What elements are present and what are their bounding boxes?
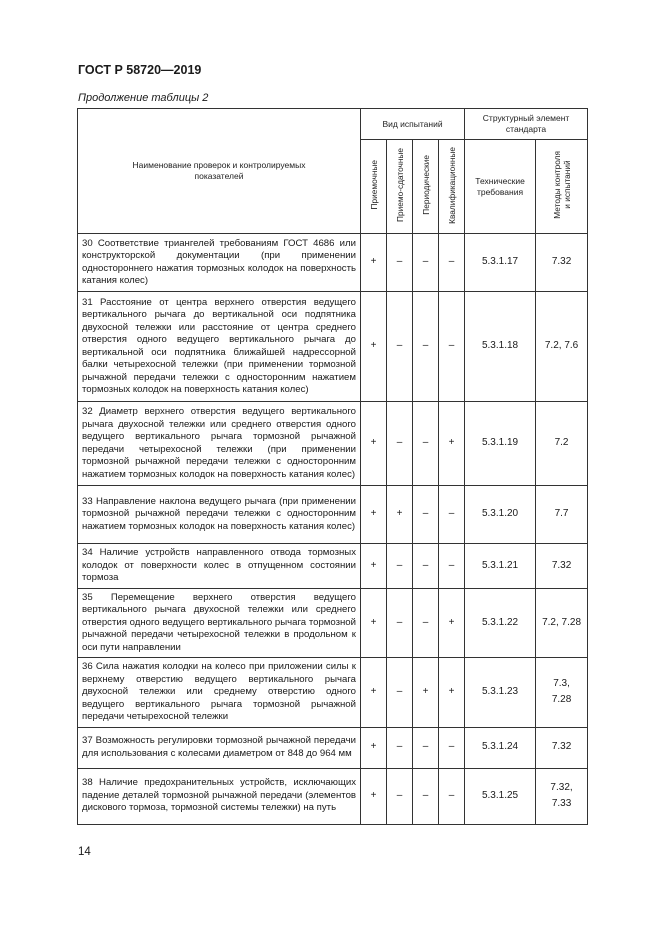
test-mark: + [413,658,439,728]
method-ref-line: 7.7 [554,508,569,520]
test-mark: – [439,292,465,402]
test-mark: – [413,768,439,824]
method-ref [536,768,588,824]
table-row [78,768,588,824]
table-row [78,544,588,589]
method-ref-line: 7.2, 7.28 [542,616,581,628]
test-mark: – [439,544,465,589]
test-mark: – [413,588,439,658]
test-mark: – [387,588,413,658]
table-row [78,727,588,768]
method-ref-line: 7.2, 7.6 [544,340,579,352]
header-structure: Структурный элемент стандарта [465,109,588,140]
method-ref-line: 7.32 [551,741,572,753]
method-ref-line: 7.2 [554,437,569,449]
table-row [78,588,588,658]
test-mark: – [413,402,439,486]
check-name: 32 Диаметр верхнего отверстия ведущего вертикального рычага двухосной тележки или среднего отверстия одного ведущего вертикального рычага тормозной рычажной передачи четырехосной тележки (при применении тормозной рычажной передачи тележки с односторонним нажатием тормозных колодок на поверхность катания колес) [78,402,361,486]
tech-req-ref: 5.3.1.22 [465,588,536,658]
method-ref [536,588,588,658]
test-mark: – [413,292,439,402]
header-periodic: Периодические [413,140,439,234]
test-mark: – [387,234,413,292]
header-methods: Методы контроля и испытаний [536,140,588,234]
tech-req-ref: 5.3.1.23 [465,658,536,728]
header-name-col: Наименование проверок и контролируемых показателей [78,109,361,234]
test-mark: + [361,486,387,544]
document-header: ГОСТ Р 58720—2019 [78,63,202,77]
table-row [78,486,588,544]
check-name: 36 Сила нажатия колодки на колесо при приложении силы к верхнему отверстию ведущего вертикального рычага двухосной тележки или среднему отверстию одного ведущего вертикального рычага тормозной рычажной передачи четырехосной тележки [78,658,361,728]
method-ref-line: 7.32 [551,559,572,571]
test-mark: + [439,658,465,728]
test-mark: – [387,768,413,824]
test-mark: + [361,658,387,728]
test-mark: + [361,727,387,768]
method-ref [536,727,588,768]
method-ref [536,486,588,544]
test-mark: + [361,292,387,402]
method-ref [536,658,588,728]
check-name: 38 Наличие предохранительных устройств, исключающих падение деталей тормозной рычажной передачи (элементов дискового тормоза, тормозной системы тележки) на путь [78,768,361,824]
tech-req-ref: 5.3.1.25 [465,768,536,824]
tech-req-ref: 5.3.1.19 [465,402,536,486]
test-mark: + [361,768,387,824]
method-ref-line: 7.33 [551,798,572,809]
method-ref-line: 7.28 [551,694,572,706]
method-ref [536,292,588,402]
header-tech-req: Технические требования [465,140,536,234]
table-row [78,234,588,292]
page-number: 14 [78,846,91,858]
table-row [78,658,588,728]
tech-req-ref: 5.3.1.20 [465,486,536,544]
test-mark: – [387,402,413,486]
test-mark: – [387,544,413,589]
test-mark: + [439,588,465,658]
test-mark: – [413,234,439,292]
method-ref-line: 7.32 [551,256,572,268]
method-ref [536,234,588,292]
method-ref [536,544,588,589]
tech-req-ref: 5.3.1.17 [465,234,536,292]
test-mark: – [387,292,413,402]
tech-req-ref: 5.3.1.21 [465,544,536,589]
test-mark: – [413,544,439,589]
table-caption: Продолжение таблицы 2 [78,92,209,104]
method-ref-line: 7.3, [553,677,570,689]
tech-req-ref: 5.3.1.24 [465,727,536,768]
test-mark: + [361,544,387,589]
check-name: 30 Соответствие триангелей требованиям ГОСТ 4686 или конструкторской документации (при применении одностороннего нажатия тормозных колодок на поверхность катания колес) [78,234,361,292]
header-test-types: Вид испытаний [361,109,465,140]
test-mark: – [439,234,465,292]
test-mark: + [361,234,387,292]
inspection-table [77,108,588,825]
check-name: 34 Наличие устройств направленного отвода тормозных колодок от поверхности колес в отпущенном состоянии тормоза [78,544,361,589]
check-name: 35 Перемещение верхнего отверстия ведущего вертикального рычага двухосной тележки или среднего отверстия одного ведущего вертикального рычага тормозной рычажной передачи четырехосной тележки в продольном к оси пути направлении [78,588,361,658]
test-mark: – [439,486,465,544]
test-mark: + [439,402,465,486]
method-ref [536,402,588,486]
test-mark: – [387,658,413,728]
table-row [78,402,588,486]
check-name: 31 Расстояние от центра верхнего отверстия ведущего вертикального рычага до вертикальной оси подпятника двухосной тележки или расстояние от центра среднего отверстия одного ведущего вертикального рычага до вертикальной оси подпятника ближайшей надрессорной балки четырехосной тележки (при применении тормозной рычажной передачи тележки с односторонним нажатием тормозных колодок на поверхность катания колес) [78,292,361,402]
header-acceptance-delivery: Приемо-сдаточные [387,140,413,234]
header-acceptance: Приемочные [361,140,387,234]
test-mark: – [413,727,439,768]
table-row [78,292,588,402]
header-qualification: Квалификационные [439,140,465,234]
test-mark: + [361,402,387,486]
check-name: 37 Возможность регулировки тормозной рычажной передачи для использования с колесами диаметром от 848 до 964 мм [78,727,361,768]
test-mark: – [439,727,465,768]
test-mark: + [361,588,387,658]
check-name: 33 Направление наклона ведущего рычага (при применении тормозной рычажной передачи тележки с односторонним нажатием тормозных колодок на поверхность катания колес) [78,486,361,544]
test-mark: – [439,768,465,824]
method-ref-line: 7.32, [550,781,573,793]
test-mark: – [413,486,439,544]
tech-req-ref: 5.3.1.18 [465,292,536,402]
test-mark: + [387,486,413,544]
test-mark: – [387,727,413,768]
